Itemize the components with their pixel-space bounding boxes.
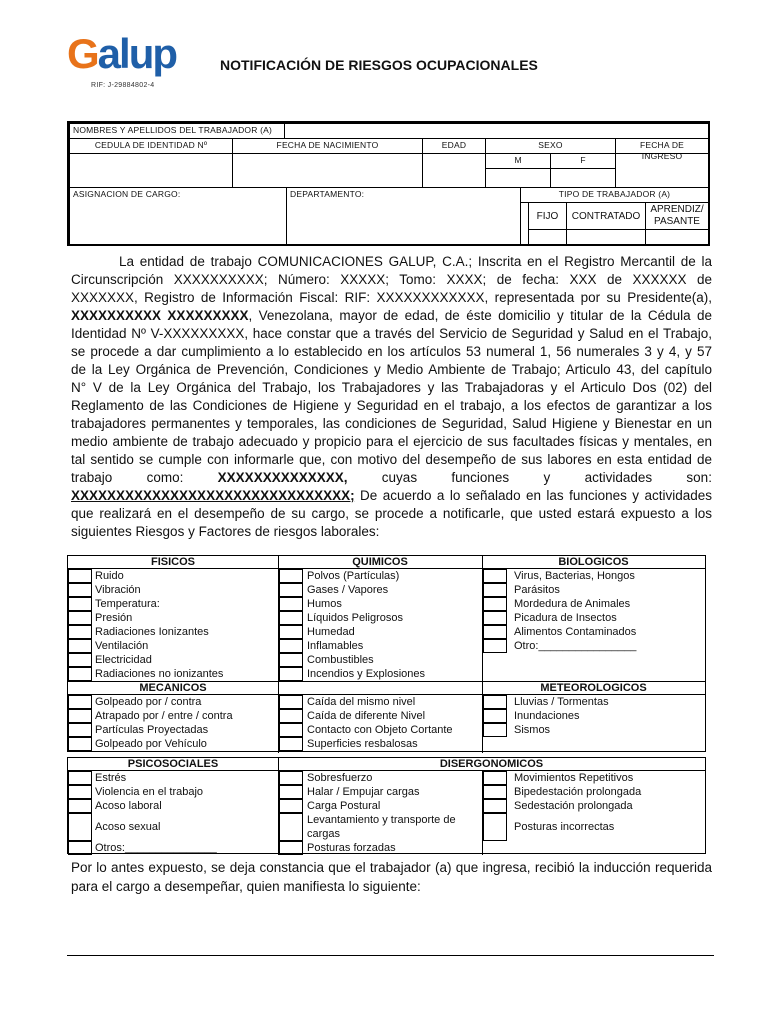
ingreso-field[interactable] [615,153,708,188]
risk-row [68,813,278,841]
president-name: XXXXXXXXXX XXXXXXXXX [71,308,249,323]
sexo-m-field[interactable] [485,168,551,188]
worker-info-form [67,121,710,246]
risk-label: Sobresfuerzo [307,772,373,784]
risk-checkbox[interactable] [279,639,303,653]
risk-row [68,799,278,813]
para-word: y [543,470,551,485]
risk-label: Picadura de Insectos [514,612,617,624]
para-word: funciones [451,470,510,485]
para-word: cuyas [381,470,418,485]
risk-row [68,569,278,583]
para-line: Reglamento de las Condiciones de Higiene y Seguridad en el trabajo, a los efectos de garantizar a los [71,398,712,413]
risk-label: Acoso laboral [95,800,162,812]
closing-paragraph: Por lo antes expuesto, se deja constancia que el trabajador (a) que ingresa, recibió la inducción requerida para el cargo a desempeñar, quien manifiesta lo siguiente: [71,860,712,894]
risk-checkbox[interactable] [68,709,92,723]
risk-row [483,813,705,841]
nombres-field[interactable] [284,123,708,139]
para-word: son: [686,470,712,485]
cedula-field[interactable] [69,153,233,188]
risk-other-label: Otros:_______________ [95,842,217,854]
para-line: siguientes Riesgos y Factores de riesgos laborales: [71,524,380,539]
risk-checkbox[interactable] [279,709,303,723]
tipo-trabajador-label: TIPO DE TRABAJADOR (A) [520,187,708,203]
risk-row [483,695,705,709]
risk-label: Virus, Bacterias, Hongos [514,570,635,582]
risk-label: Gases / Vapores [307,584,389,596]
risk-label: Partículas Proyectadas [95,724,209,736]
risk-table-secondary [67,757,706,854]
risk-row [68,583,278,597]
risk-checkbox[interactable] [68,611,92,625]
page-title: NOTIFICACIÓN DE RIESGOS OCUPACIONALES [220,57,538,73]
risk-row [68,737,278,751]
risk-checkbox[interactable] [279,723,303,737]
para-line: de la Ley Orgánica de Prevención, Condiciones y Medio Ambiente de Trabajo; Articulo 43, del capítulo [71,362,712,377]
nombres-label: NOMBRES Y APELLIDOS DEL TRABAJADOR (A) [69,123,285,139]
risk-label: Posturas incorrectas [514,821,615,833]
risk-checkbox[interactable] [483,569,507,583]
risk-row [279,723,482,737]
ingreso-label: FECHA DE INGRESO [615,138,708,154]
para-line: medio ambiente de trabajo adecuado y propicio para el ejercicio de sus facultades físicas y mentales, en [71,434,712,449]
risk-label: Caída de diferente Nivel [307,710,426,722]
job-functions: XXXXXXXXXXXXXXXXXXXXXXXXXXXXXXX; [71,488,355,503]
risk-checkbox[interactable] [483,611,507,625]
risk-label: Incendios y Explosiones [307,668,426,680]
risk-row [279,639,482,653]
risk-row [279,709,482,723]
para-line [71,307,712,325]
risk-row [279,583,482,597]
risk-row [68,639,278,653]
mecanicos-header: MECANICOS [68,681,278,695]
risk-checkbox[interactable] [279,841,303,855]
risk-label: Violencia en el trabajo [95,786,204,798]
risk-checkbox[interactable] [483,695,507,709]
risk-label: Radiaciones Ionizantes [95,626,209,638]
quimicos-header: QUIMICOS [278,556,482,569]
risk-row [68,841,278,855]
sexo-m-label: M [485,153,551,169]
para-line: Circunscripción XXXXXXXXXX; Número: XXXXX; Tomo: XXXX; de fecha: XXX de XXXXXX de [71,272,712,287]
logo-wordmark [67,30,176,78]
risk-checkbox[interactable] [279,785,303,799]
risk-label: Parásitos [514,584,560,596]
risk-row [483,771,705,785]
sexo-f-label: F [550,153,616,169]
psicosociales-header: PSICOSOCIALES [68,758,278,771]
risk-label: Sismos [514,724,551,736]
para-line: trabajadores permanentes y temporales, las condiciones de Seguridad, Salud Higiene y Bienestar en un [71,416,712,431]
risk-label: Inflamables [307,640,364,652]
risk-row [279,667,482,681]
risk-label: Bipedestación prolongada [514,786,642,798]
risk-row [279,813,482,841]
risk-label: Ventilación [95,640,149,652]
tipo-fijo-field[interactable] [528,229,567,244]
risk-row [483,597,705,611]
risk-row [279,597,482,611]
risk-row [68,709,278,723]
para-line: se procede a dar cumplimiento a lo establecido en los artículos 53 numeral 1, 56 numerales 3 y 4, y 57 [71,344,712,359]
aprendiz-line2: PASANTE [654,216,700,227]
risk-row [279,569,482,583]
risk-label: Atrapado por / entre / contra [95,710,233,722]
risk-checkbox[interactable] [279,695,303,709]
fisicos-header: FISICOS [68,556,278,569]
risk-checkbox[interactable] [279,771,303,785]
risk-row [68,611,278,625]
risk-checkbox[interactable] [483,723,507,737]
risk-row [68,771,278,785]
para-line: N° V de la Ley Orgánica del Trabajo, los Trabajadores y las Trabajadoras y el Articulo Dos (02) del [71,380,712,395]
risk-row [68,723,278,737]
para-line: La entidad de trabajo COMUNICACIONES GALUP, C.A.; Inscrita en el Registro Mercantil de la [119,254,712,269]
risk-checkbox[interactable] [483,799,507,813]
risk-row [483,569,705,583]
para-line: tal sentido se cumple con informarle que, con motivo del desempeño de sus labores en esta entidad de [71,452,712,467]
risk-row [279,625,482,639]
risk-checkbox[interactable] [68,799,92,813]
risk-label: Combustibles [307,654,374,666]
risk-row [68,785,278,799]
risk-checkbox[interactable] [483,771,507,785]
risk-checkbox[interactable] [483,709,507,723]
risk-checkbox[interactable] [483,583,507,597]
para-line: Identidad Nº V-XXXXXXXXX, hace constar que a través del Servicio de Seguridad y Salud en el Trabajo, [71,326,712,341]
risk-checkbox[interactable] [68,723,92,737]
risk-row [68,695,278,709]
nacimiento-field[interactable] [232,153,423,188]
para-line: que realizará en el desempeño de su cargo, se procede a notificarle, que usted estará expuesto a los [71,506,712,521]
risk-row [483,583,705,597]
risk-row [483,785,705,799]
tipo-fijo-label: FIJO [528,202,567,230]
sexo-label: SEXO [485,138,616,154]
risk-checkbox[interactable] [279,737,303,751]
cedula-label: CEDULA DE IDENTIDAD Nº [69,138,233,154]
risk-label: Estrés [95,772,127,784]
risk-row [483,799,705,813]
risk-row [483,639,705,653]
risk-label: Halar / Empujar cargas [307,786,420,798]
risk-checkbox[interactable] [279,611,303,625]
logo-letter-g: G [67,30,98,77]
risk-row [279,737,482,751]
signature-line [67,955,714,956]
risk-label: Sedestación prolongada [514,800,633,812]
risk-row [279,771,482,785]
risk-label: Contacto con Objeto Cortante [307,724,453,736]
risk-label: Carga Postural [307,800,381,812]
risk-checkbox[interactable] [68,813,92,841]
para-line [71,487,712,505]
risk-label-cont: cargas [307,828,341,840]
risk-label: Caída del mismo nivel [307,696,416,708]
para-text: De acuerdo a lo señalado en las funciones y actividades [354,488,712,503]
risk-row [279,611,482,625]
departamento-label: DEPARTAMENTO: [286,187,521,244]
risk-row [279,799,482,813]
risk-label: Vibración [95,584,141,596]
risk-checkbox[interactable] [68,737,92,751]
risk-checkbox[interactable] [483,639,507,653]
risk-label: Polvos (Partículas) [307,570,400,582]
risk-row [483,611,705,625]
risk-label: Ruido [95,570,124,582]
risk-checkbox[interactable] [68,583,92,597]
risk-row [483,723,705,737]
risk-checkbox[interactable] [279,653,303,667]
risk-checkbox[interactable] [483,813,507,841]
risk-label: Electricidad [95,654,152,666]
risk-label: Acoso sexual [95,821,161,833]
risk-checkbox[interactable] [279,597,303,611]
risk-label: Superficies resbalosas [307,738,418,750]
risk-checkbox[interactable] [483,625,507,639]
risk-checkbox[interactable] [68,695,92,709]
cargo-label: ASIGNACION DE CARGO: [69,187,287,244]
risk-label: Levantamiento y transporte de [307,814,456,826]
risk-row [68,667,278,681]
risk-checkbox[interactable] [68,597,92,611]
risk-checkbox[interactable] [68,653,92,667]
risk-label: Temperatura: [95,598,160,610]
meteorologicos-header: METEOROLOGICOS [482,681,705,695]
job-title: XXXXXXXXXXXXXX, [217,470,348,485]
risk-other-label: Otro:________________ [514,640,637,652]
tipo-contratado-label: CONTRATADO [566,202,646,230]
para-text: , Venezolana, mayor de edad, de éste domicilio y titular de la Cédula de [248,308,713,323]
biologicos-header: BIOLOGICOS [482,556,705,569]
risk-label: Golpeado por / contra [95,696,202,708]
risk-checkbox[interactable] [483,785,507,799]
risk-checkbox[interactable] [279,667,303,681]
aprendiz-line1: APRENDIZ/ [650,204,704,215]
mecanicos-header-cont [278,681,482,695]
logo-rest: alup [97,30,177,77]
risk-row [483,709,705,723]
risk-checkbox[interactable] [68,569,92,583]
risk-row [279,653,482,667]
risk-checkbox[interactable] [279,569,303,583]
risk-checkbox[interactable] [68,667,92,681]
risk-label: Movimientos Repetitivos [514,772,634,784]
edad-label: EDAD [422,138,486,154]
risk-label: Humedad [307,626,355,638]
tipo-contratado-field[interactable] [566,229,646,244]
risk-label: Presión [95,612,133,624]
risk-label: Lluvias / Tormentas [514,696,609,708]
risk-checkbox[interactable] [279,583,303,597]
risk-label: Golpeado por Vehículo [95,738,207,750]
risk-checkbox[interactable] [68,785,92,799]
para-word: trabajo [71,470,113,485]
risk-checkbox[interactable] [483,597,507,611]
risk-checkbox[interactable] [68,841,92,855]
risk-table-main [67,555,706,752]
risk-checkbox[interactable] [68,625,92,639]
risk-label: Humos [307,598,342,610]
company-logo [67,30,177,92]
risk-label: Inundaciones [514,710,580,722]
disergonomicos-header: DISERGONOMICOS [278,758,705,771]
para-word: como: [146,470,184,485]
edad-field[interactable] [422,153,486,188]
risk-label: Líquidos Peligrosos [307,612,404,624]
risk-checkbox[interactable] [279,799,303,813]
tipo-aprendiz-label [645,202,708,230]
nacimiento-label: FECHA DE NACIMIENTO [232,138,423,154]
risk-row [68,625,278,639]
risk-row [279,785,482,799]
risk-row [483,625,705,639]
para-word: actividades [584,470,653,485]
risk-row [279,841,482,855]
para-line [71,469,712,487]
risk-label: Posturas forzadas [307,842,396,854]
tipo-aprendiz-field[interactable] [645,229,708,244]
risk-row [279,695,482,709]
declaration-paragraph [71,253,712,541]
risk-row [68,653,278,667]
risk-checkbox[interactable] [68,771,92,785]
risk-row [68,597,278,611]
risk-label: Mordedura de Animales [514,598,631,610]
risk-checkbox[interactable] [279,813,303,841]
risk-checkbox[interactable] [279,625,303,639]
risk-label: Radiaciones no ionizantes [95,668,224,680]
risk-label: Alimentos Contaminados [514,626,637,638]
company-rif: RIF: J-29884802-4 [91,82,155,89]
risk-checkbox[interactable] [68,639,92,653]
sexo-f-field[interactable] [550,168,616,188]
para-line: XXXXXXX, Registro de Información Fiscal: RIF: XXXXXXXXXXXX, representada por su Presidente(a), [71,290,712,305]
